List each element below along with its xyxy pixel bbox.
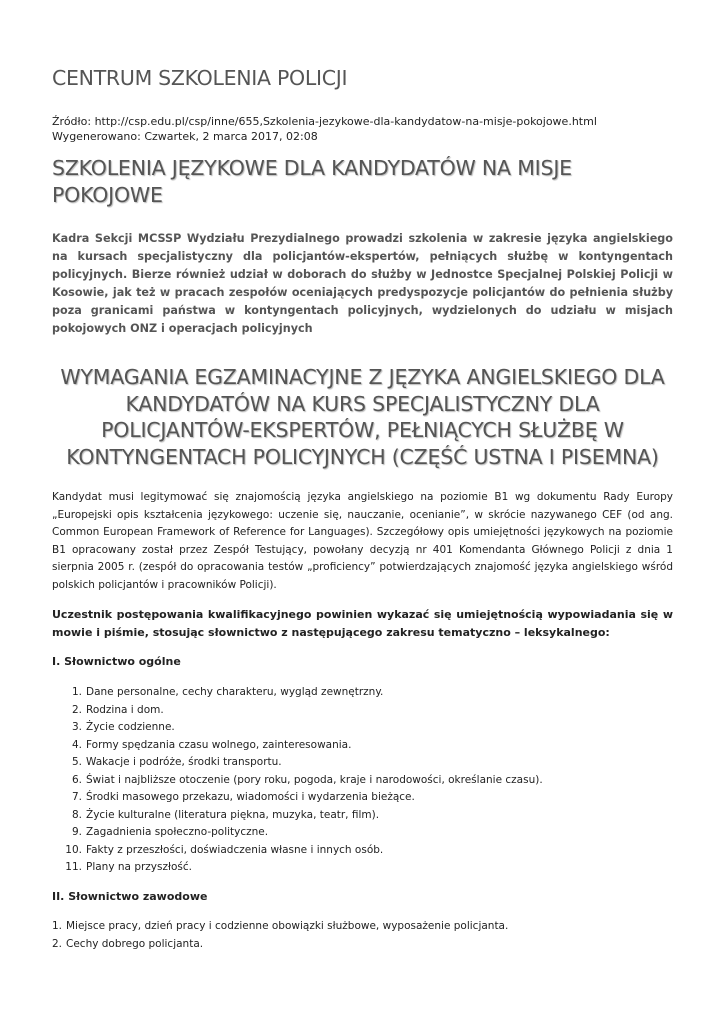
list-item xyxy=(71,824,543,842)
list-text: Plany na przyszłość. xyxy=(86,861,192,873)
list-item xyxy=(71,772,543,790)
list-item xyxy=(65,842,543,860)
document-meta xyxy=(52,114,597,144)
site-title: CENTRUM SZKOLENIA POLICJI xyxy=(52,66,348,90)
list-text: Rodzina i dom. xyxy=(86,703,164,716)
requirements-paragraph: Uczestnik postępowania kwalifikacyjnego powinien wykazać się umiejętnością wypowiadania się w mowie i piśmie, stosując słownictwo z następującego zakresu tematyczno – leksykalnego: xyxy=(52,608,673,639)
list-item xyxy=(52,936,508,954)
list-number: 3. xyxy=(71,721,82,733)
list-text: Miejsce pracy, dzień pracy i codzienne obowiązki służbowe, wyposażenie policjanta. xyxy=(66,920,509,932)
list-item xyxy=(71,807,543,825)
list-number: 1. xyxy=(52,920,63,932)
list-number: 4. xyxy=(71,738,82,751)
list-number: 1. xyxy=(71,686,82,698)
general-vocabulary-list xyxy=(65,684,543,877)
list-text: Fakty z przeszłości, doświadczenia własne i innych osób. xyxy=(86,843,384,856)
list-number: 6. xyxy=(71,773,82,786)
lead-paragraph: Kadra Sekcji MCSSP Wydziału Prezydialnego prowadzi szkolenia w zakresie języka angielskiego na kursach specjalistyczny dla policjantów-ekspertów, pełniących służbę w kontyngentach policyjnych. Bierze również udział w doborach do służby w Jednostce Specjalnej Polskiej Policji w Kosowie, jak też w pracach zespołów oceniających predyspozycje policjantów do pełnienia służby poza granicami państwa w kontyngentach policyjnych, wydzielonych do udziału w misjach pokojowych ONZ i operacjach policyjnych xyxy=(52,232,673,335)
list-item xyxy=(65,859,543,877)
list-number: 9. xyxy=(71,826,82,838)
list-text: Życie kulturalne (literatura piękna, muzyka, teatr, film). xyxy=(86,808,380,821)
list-number: 10. xyxy=(65,843,82,856)
list-text: Życie codzienne. xyxy=(86,721,175,733)
list-number: 5. xyxy=(71,756,82,768)
body-paragraph: Kandydat musi legitymować się znajomością języka angielskiego na poziomie B1 wg dokumentu Rady Europy „Europejski opis kształcenia językowego: uczenie się, nauczanie, ocenianie”, w skrócie nazywanego CEF (od ang. Common European Framework of Reference for Languages). Szczegółowy opis umiejętności językowych na poziomie B1 opracowany został przez Zespół Testujący, powołany decyzją nr 401 Komendanta Głównego Policji z dnia 1 sierpnia 2005 r. (zespół do opracowania testów „proficiency” potwierdzających znajomość języka angielskiego wśród polskich policjantów i pracowników Policji). xyxy=(52,491,673,591)
professional-vocabulary-list xyxy=(52,918,509,953)
list-text: Środki masowego przekazu, wiadomości i wydarzenia bieżące. xyxy=(86,791,415,803)
list-item xyxy=(71,789,543,807)
list-text: Świat i najbliższe otoczenie (pory roku, pogoda, kraje i narodowości, określanie czasu). xyxy=(86,773,543,786)
list-text: Formy spędzania czasu wolnego, zainteresowania. xyxy=(86,738,352,751)
list-item xyxy=(52,918,509,936)
list-number: 8. xyxy=(71,808,82,821)
list-item xyxy=(71,684,543,702)
article-title: SZKOLENIA JĘZYKOWE DLA KANDYDATÓW NA MISJE POKOJOWE xyxy=(52,156,572,207)
list-text: Cechy dobrego policjanta. xyxy=(66,937,204,950)
list-number: 11. xyxy=(65,861,82,873)
list-number: 7. xyxy=(71,791,82,803)
professional-vocabulary-heading: II. Słownictwo zawodowe xyxy=(52,890,208,903)
section-title: WYMAGANIA EGZAMINACYJNE Z JĘZYKA ANGIELSKIEGO DLA KANDYDATÓW NA KURS SPECJALISTYCZNY DLA POLICJANTÓW-EKSPERTÓW, PEŁNIĄCYCH SŁUŻBĘ W KONTYNGENTACH POLICYJNYCH (CZĘŚĆ USTNA I PISEMNA) xyxy=(60,365,665,469)
general-vocabulary-heading: I. Słownictwo ogólne xyxy=(52,655,181,668)
list-item xyxy=(71,737,543,755)
generated-line: Wygenerowano: Czwartek, 2 marca 2017, 02:08 xyxy=(52,130,318,143)
list-item xyxy=(71,754,543,772)
list-text: Zagadnienia społeczno-polityczne. xyxy=(86,826,269,838)
list-text: Dane personalne, cechy charakteru, wygląd zewnętrzny. xyxy=(86,686,384,698)
list-number: 2. xyxy=(52,937,63,950)
list-item xyxy=(71,702,543,720)
list-number: 2. xyxy=(71,703,82,716)
list-text: Wakacje i podróże, środki transportu. xyxy=(86,756,282,768)
source-line: Źródło: http://csp.edu.pl/csp/inne/655,Szkolenia-jezykowe-dla-kandydatow-na-misje-pokojowe.html xyxy=(52,115,597,128)
list-item xyxy=(71,719,543,737)
